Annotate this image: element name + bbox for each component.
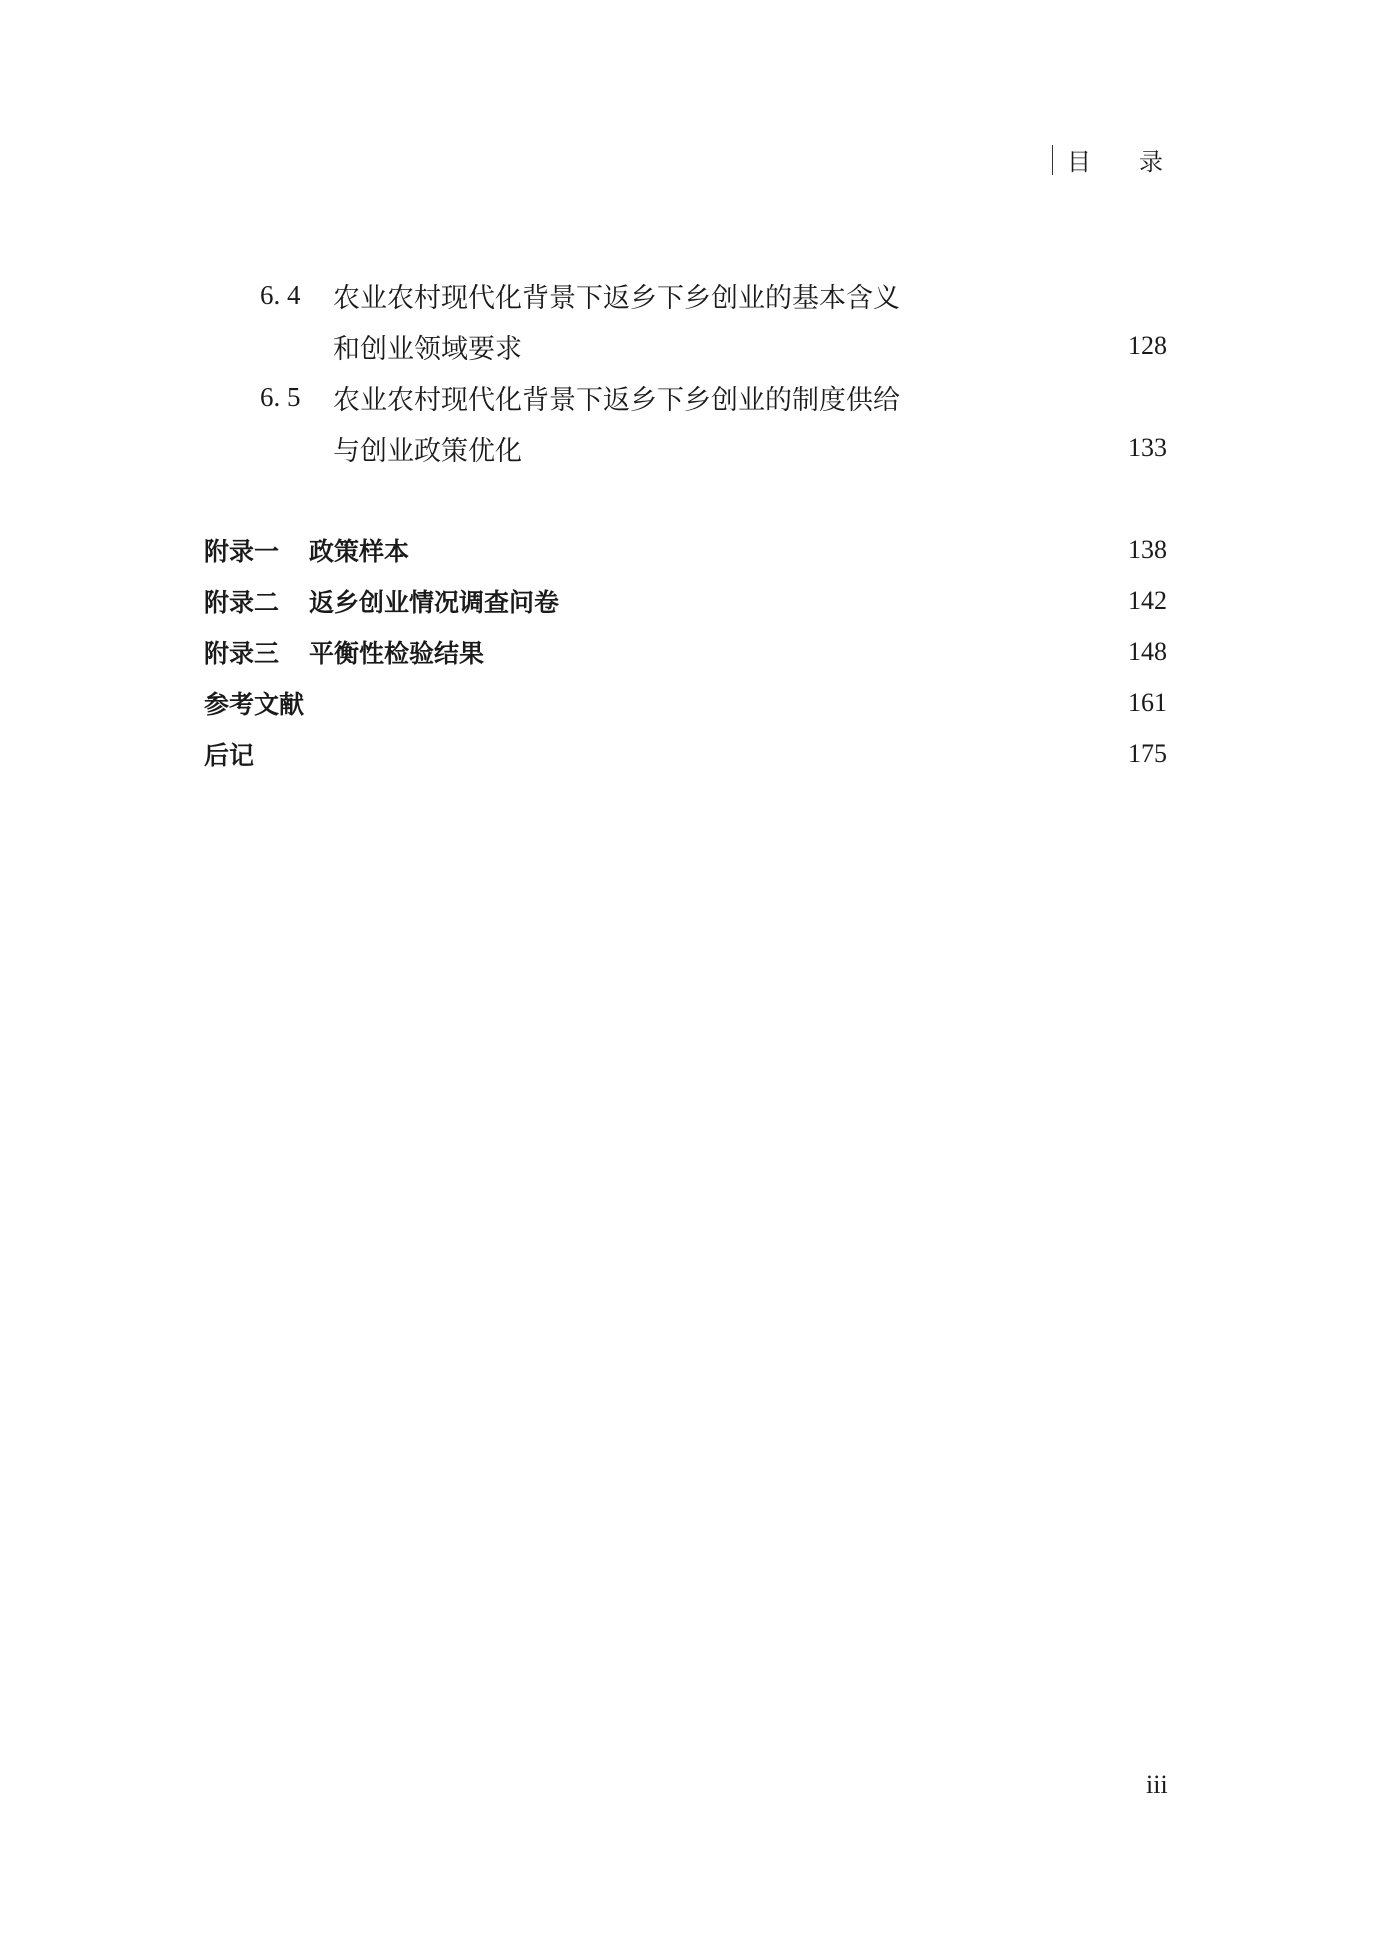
toc-entry-6-4-line2[interactable] xyxy=(205,324,1167,368)
section-number: 6. 4 xyxy=(260,279,301,310)
appendix-title: 政策样本 xyxy=(309,537,410,566)
toc-entry-6-4-line1[interactable] xyxy=(205,273,1167,317)
toc-entry-6-5-line2[interactable] xyxy=(205,426,1167,470)
toc-entry-appendix-3[interactable] xyxy=(204,630,1167,674)
dot-leader xyxy=(563,579,1117,623)
references-label: 参考文献 xyxy=(204,690,305,719)
page-number: 128 xyxy=(1128,331,1167,360)
page-number: 133 xyxy=(1128,433,1167,462)
running-head-part1: 目 xyxy=(1067,148,1091,176)
page-number: 175 xyxy=(1128,739,1167,768)
appendix-label: 附录二 xyxy=(204,588,280,617)
toc-entry-postscript[interactable] xyxy=(204,732,1167,776)
appendix-title: 返乡创业情况调查问卷 xyxy=(309,588,560,617)
section-title: 农业农村现代化背景下返乡下乡创业的基本含义 xyxy=(333,282,900,314)
dot-leader xyxy=(308,681,1117,725)
section-title: 农业农村现代化背景下返乡下乡创业的制度供给 xyxy=(333,384,900,416)
dot-leader xyxy=(526,324,1117,368)
page-folio: iii xyxy=(1146,1770,1168,1799)
appendix-label: 附录三 xyxy=(204,639,280,668)
toc-entry-references[interactable] xyxy=(204,681,1167,725)
dot-leader xyxy=(526,426,1117,470)
dot-leader xyxy=(413,528,1117,572)
section-title-continued: 和创业领域要求 xyxy=(333,333,522,365)
postscript-label: 后记 xyxy=(204,741,255,770)
page-number: 138 xyxy=(1128,535,1167,564)
running-head-divider xyxy=(1052,145,1053,175)
dot-leader xyxy=(488,630,1117,674)
page-number: 142 xyxy=(1128,586,1167,615)
dot-leader xyxy=(258,732,1117,776)
toc-entry-6-5-line1[interactable] xyxy=(205,375,1167,419)
running-head xyxy=(1052,142,1163,177)
running-head-part2: 录 xyxy=(1139,148,1163,176)
appendix-title: 平衡性检验结果 xyxy=(309,639,485,668)
appendix-label: 附录一 xyxy=(204,537,280,566)
toc-entry-appendix-2[interactable] xyxy=(204,579,1167,623)
section-title-continued: 与创业政策优化 xyxy=(333,435,522,467)
toc-entry-appendix-1[interactable] xyxy=(204,528,1167,572)
section-number: 6. 5 xyxy=(260,381,301,412)
page-number: 161 xyxy=(1128,688,1167,717)
page-number: 148 xyxy=(1128,637,1167,666)
